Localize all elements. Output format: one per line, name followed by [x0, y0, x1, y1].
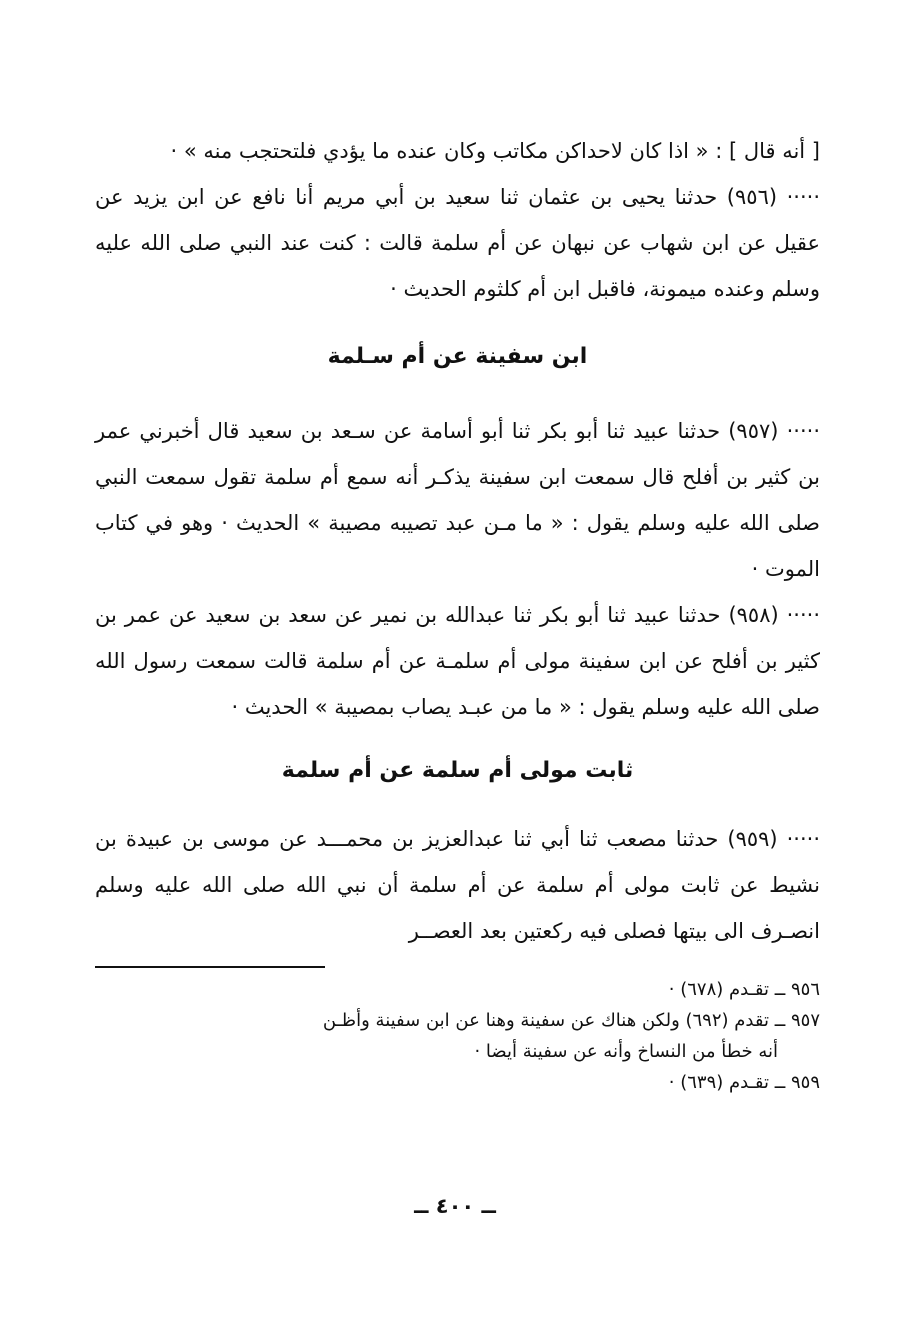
footnote-956: ٩٥٦ ــ تقـدم (٦٧٨) ·	[668, 979, 820, 1000]
section-heading-ibn-safina: ابن سفينة عن أم سـلمة	[327, 344, 588, 369]
hadith-957: ····· (٩٥٧) حدثنا عبيد ثنا أبو بكر ثنا أبو أسامة عن سـعد بن سعيد قال أخبرني عمر بن كثير بن أفلح قال سمعت ابن سفينة يذكـر أنه سمع أم سلمة تقول سمعت النبي صلى الله عليه وسلم يقول : « ما مـن عبد تصيبه مصيبة » الحديث · وهو في كتاب الموت ·	[95, 419, 820, 581]
hadith-959: ····· (٩٥٩) حدثنا مصعب ثنا أبي ثنا عبدالعزيز بن محمـــد عن موسى بن عبيدة بن نشيط عن ثابت مولى أم سلمة عن أم سلمة أن نبي الله صلى الله عليه وسلم انصـرف الى بيتها فصلى فيه ركعتين بعد العصــر	[95, 827, 820, 943]
footnote-957-continued: أنه خطأ من النساخ وأنه عن سفينة أيضا ·	[474, 1041, 778, 1062]
text-paragraph: [ أنه قال ] : « اذا كان لاحداكن مكاتب وكان عنده ما يؤدي فلتحتجب منه » ·	[170, 139, 820, 163]
footnote-959: ٩٥٩ ــ تقـدم (٦٣٩) ·	[668, 1072, 820, 1093]
footnotes	[95, 974, 820, 1098]
page-number: ــ ٤٠٠ ــ	[414, 1194, 496, 1218]
hadith-956: ····· (٩٥٦) حدثنا يحيى بن عثمان ثنا سعيد بن أبي مريم أنا نافع عن ابن يزيد عن عقيل عن ابن شهاب عن نبهان عن أم سلمة قالت : كنت عند النبي صلى الله عليه وسلم وعنده ميمونة، فاقبل ابن أم كلثوم الحديث ·	[95, 185, 820, 301]
footnote-957: ٩٥٧ ــ تقدم (٦٩٢) ولكن هناك عن سفينة وهنا عن ابن سفينة وأظـن	[322, 1010, 820, 1031]
page-body	[95, 128, 820, 1098]
hadith-958: ····· (٩٥٨) حدثنا عبيد ثنا أبو بكر ثنا عبدالله بن نمير عن سعد بن سعيد عن عمر بن كثير بن أفلح عن ابن سفينة مولى أم سلمـة عن أم سلمة قالت سمعت رسول الله صلى الله عليه وسلم يقول : « ما من عبـد يصاب بمصيبة » الحديث ·	[95, 603, 820, 719]
section-heading-thabit: ثابت مولى أم سلمة عن أم سلمة	[281, 758, 634, 783]
footnote-divider	[95, 966, 325, 968]
